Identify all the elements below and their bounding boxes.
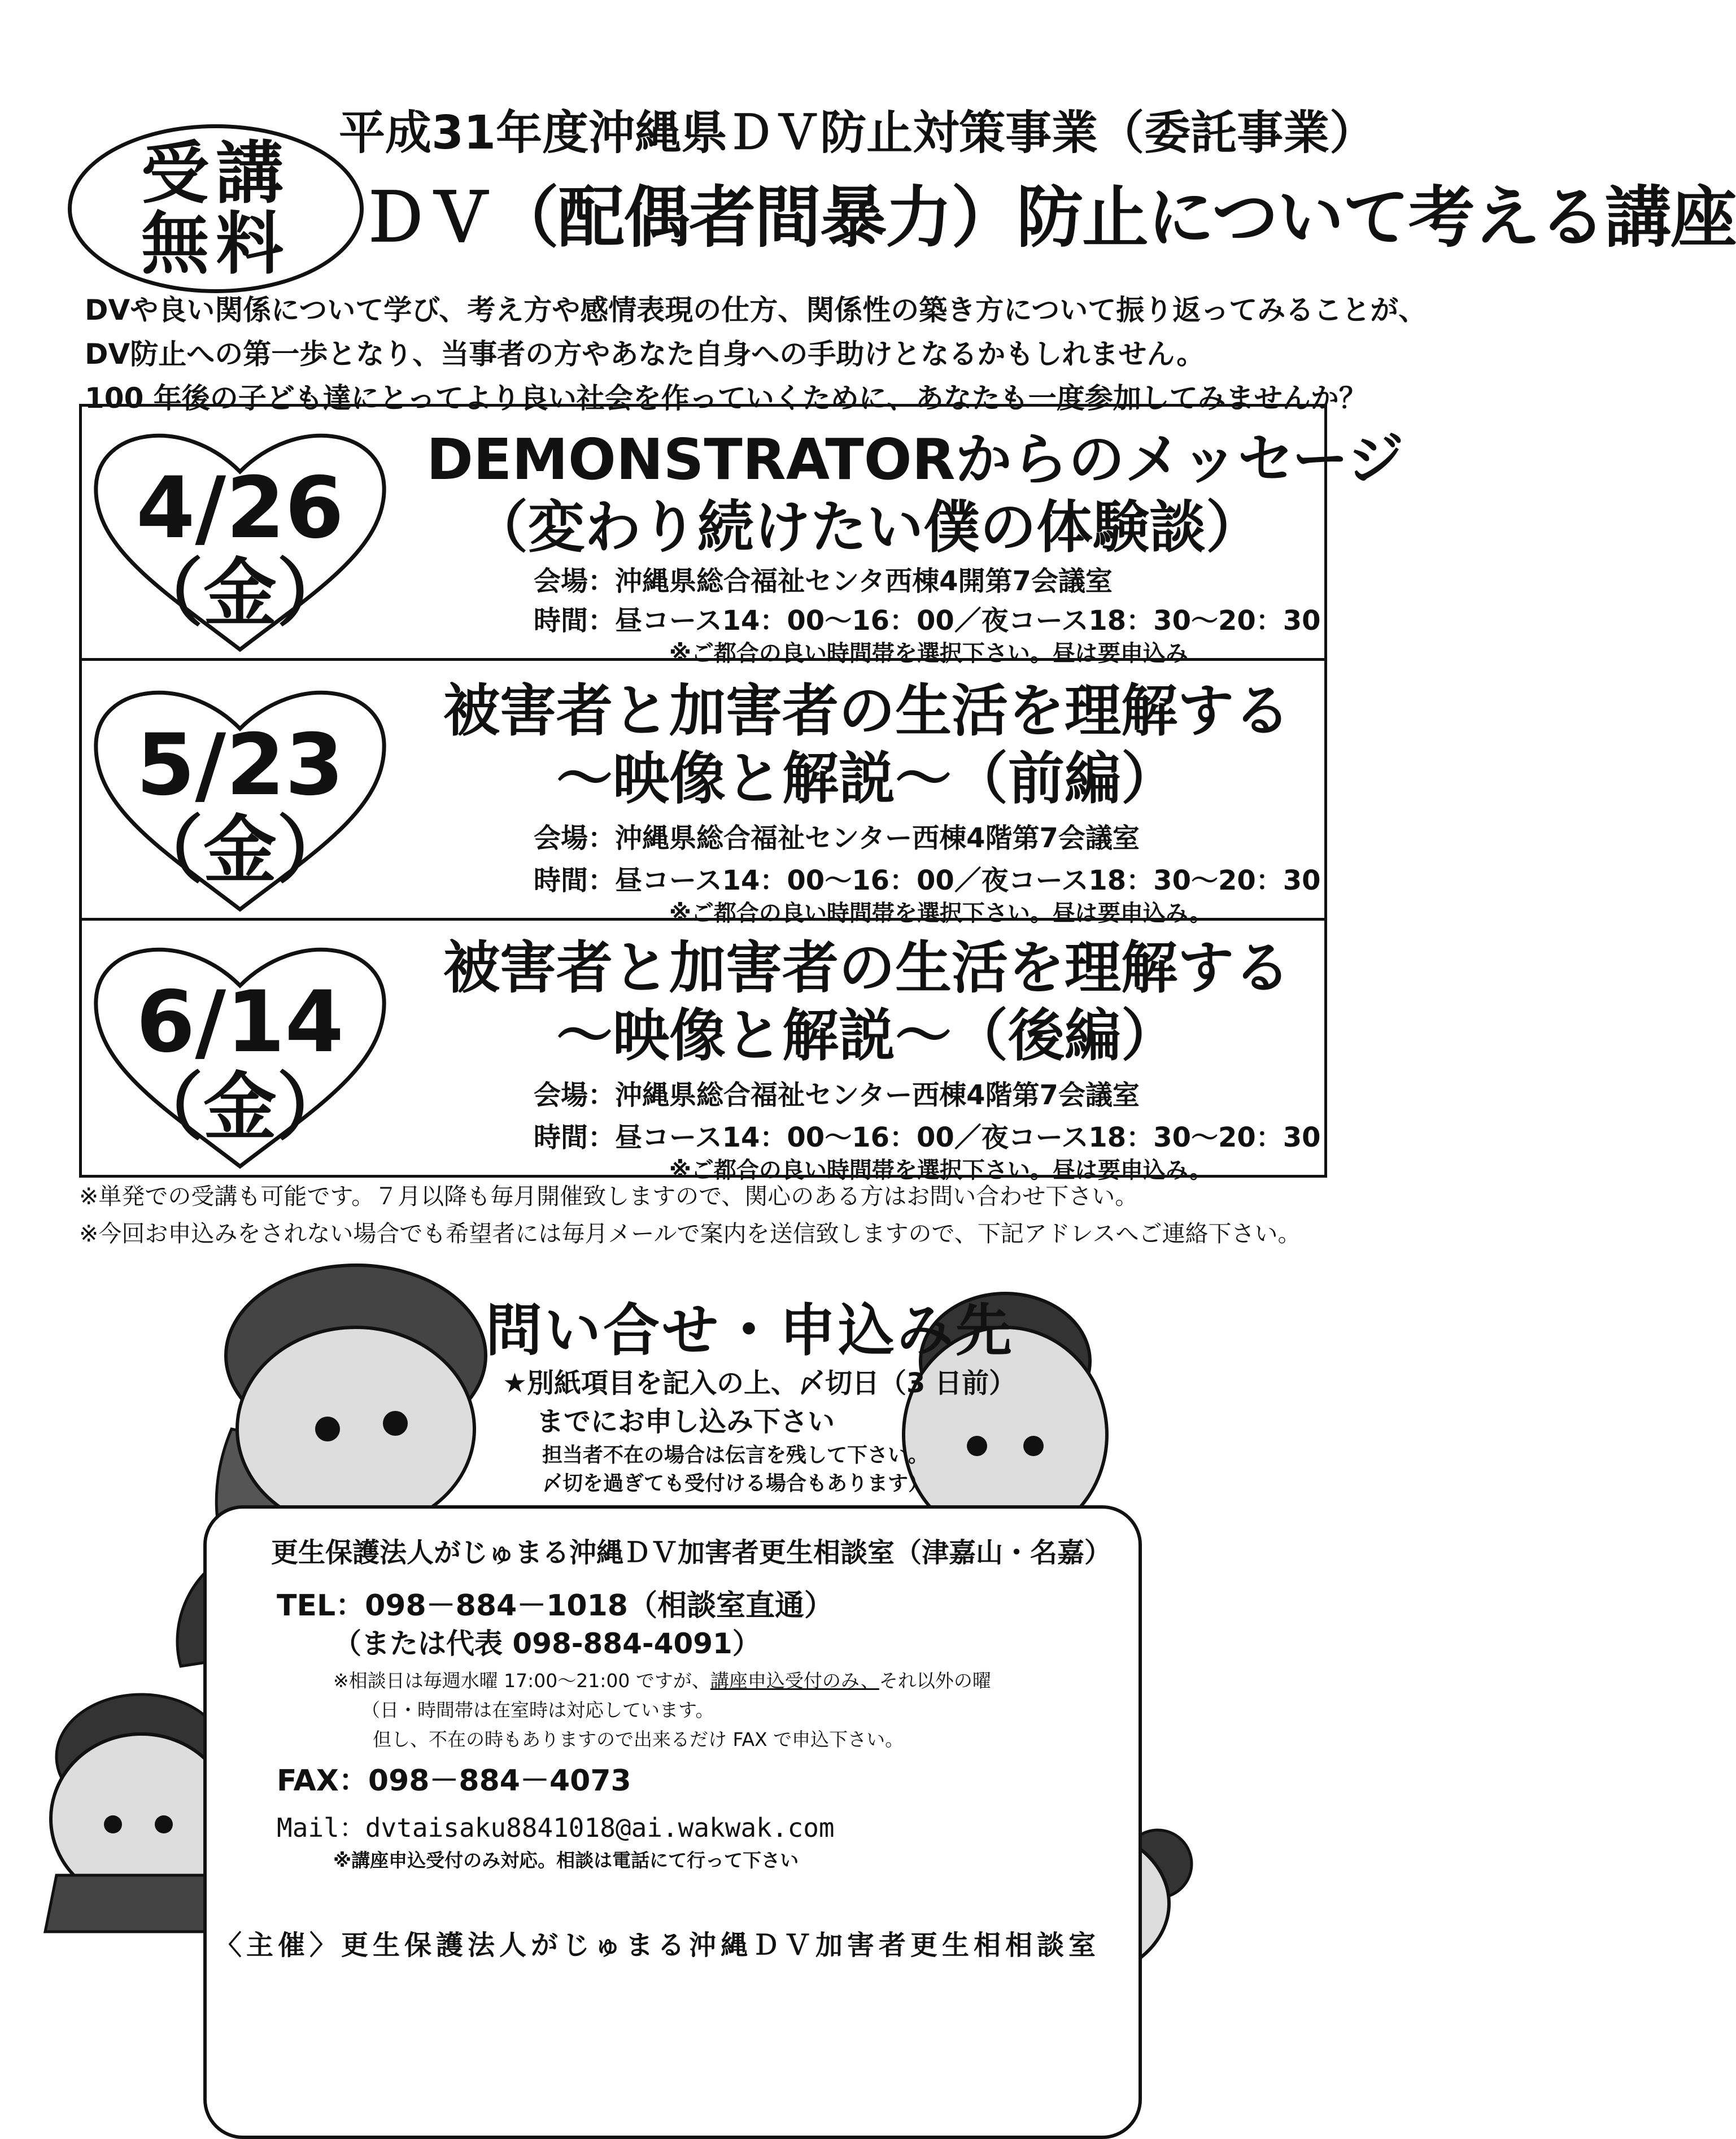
phone-number[interactable]: TEL：098－884－1018（相談室直通） xyxy=(277,1589,834,1623)
session-time: 時間：昼コース14：00～16：00／夜コース18：30～20：30 xyxy=(534,1122,1321,1153)
phone-number-main[interactable]: （または代表 098-884-4091） xyxy=(333,1627,761,1660)
session-title-line1: 被害者と加害者の生活を理解する xyxy=(443,678,1290,744)
session-title-line2: ～映像と解説～（後編） xyxy=(556,1003,1177,1069)
consult-note1-post: それ以外の曜 xyxy=(879,1670,991,1692)
session-date xyxy=(82,459,398,636)
contact-line2: までにお申し込み下さい xyxy=(536,1406,835,1437)
intro-line1: DVや良い関係について学び、考え方や感情表現の仕方、関係性の築き方について振り返ってみることが、 xyxy=(85,294,1427,326)
note-line1: ※単発での受講も可能です。７月以降も毎月開催致しますので、関心のある方はお問い合わせ下さい。 xyxy=(79,1183,1139,1210)
note-line2: ※今回お申込みをされない場合でも希望者には毎月メールで案内を送信致しますので、下記アドレスへご連絡下さい。 xyxy=(79,1220,1301,1247)
consult-note2: （日・時間帯は在室時は対応しています。 xyxy=(361,1699,714,1721)
email-note: ※講座申込受付のみ対応。相談は電話にて行って下さい xyxy=(333,1849,799,1871)
consult-note1 xyxy=(333,1666,991,1693)
session-title-line1: 被害者と加害者の生活を理解する xyxy=(443,935,1290,1001)
organization-name: 更生保護法人がじゅまる沖縄ＤＶ加害者更生相談室（津嘉山・名嘉） xyxy=(271,1537,1112,1569)
pretitle: 平成31年度沖縄県ＤＶ防止対策事業（委託事業） xyxy=(339,106,1376,160)
session-time: 時間：昼コース14：00～16：00／夜コース18：30～20：30 xyxy=(534,605,1321,637)
date-weekday: （金） xyxy=(129,550,350,636)
organizer-footer: 〈主催〉更生保護法人がじゅまる沖縄ＤＶ加害者更生相相談室 xyxy=(215,1929,1101,1961)
fax-number[interactable]: FAX：098－884－4073 xyxy=(277,1764,631,1798)
session-title-line2: （変わり続けたい僕の体験談） xyxy=(472,494,1262,560)
contact-line1: ★別紙項目を記入の上、〆切日（3 日前） xyxy=(503,1367,1017,1399)
intro-line2: DV防止への第一歩となり、当事者の方やあなた自身への手助けとなるかもしれません。 xyxy=(85,338,1205,371)
session-note: ※ご都合の良い時間帯を選択下さい。昼は要申込み。 xyxy=(669,900,1212,926)
intro-line3: 100 年後の子ども達にとってより良い社会を作っていくために、あなたも一度参加してみませんか？ xyxy=(85,382,1367,415)
session-2 xyxy=(79,658,1327,926)
consult-note1-underline: 講座申込受付のみ、 xyxy=(710,1670,879,1692)
session-1 xyxy=(79,404,1404,666)
email-address[interactable]: Mail：dvtaisaku8841018@ai.wakwak.com xyxy=(277,1813,835,1843)
notes xyxy=(79,1178,1350,1252)
badge-line2: 無料 xyxy=(141,204,290,284)
free-badge xyxy=(68,124,364,293)
consult-note3: 但し、不在の時もありますので出来るだけ FAX で申込下さい。 xyxy=(373,1728,904,1750)
session-note: ※ご都合の良い時間帯を選択下さい。昼は要申込み。 xyxy=(669,1157,1212,1183)
page-title: ＤＶ（配偶者間暴力）防止について考える講座 xyxy=(361,178,1736,256)
session-3 xyxy=(79,918,1327,1183)
date-weekday: （金） xyxy=(129,807,350,893)
session-title-line1: DEMONSTRATORからのメッセージ xyxy=(426,426,1404,493)
date-value: 6/14 xyxy=(136,973,344,1071)
session-time: 時間：昼コース14：00～16：00／夜コース18：30～20：30 xyxy=(534,865,1321,896)
session-venue: 会場：沖縄県総合福祉センター西棟4階第7会議室 xyxy=(534,1079,1140,1111)
date-value: 5/23 xyxy=(136,716,344,814)
badge-line1: 受講 xyxy=(141,134,290,213)
session-date xyxy=(82,716,398,893)
contact-line4: 〆切を過ぎても受付ける場合もあります） xyxy=(542,1472,929,1495)
session-date xyxy=(82,973,398,1150)
session-note: ※ご都合の良い時間帯を選択下さい。昼は要申込み xyxy=(669,641,1188,666)
contact-title: 問い合せ・申込み先 xyxy=(486,1297,1014,1363)
session-venue: 会場：沖縄県総合福祉センター西棟4階第7会議室 xyxy=(534,822,1140,854)
date-value: 4/26 xyxy=(136,459,344,557)
session-venue: 会場：沖縄県総合福祉センタ西棟4開第7会議室 xyxy=(534,565,1113,597)
contact-line3: 担当者不在の場合は伝言を残して下さい。 xyxy=(542,1444,929,1467)
consult-note1-pre: ※相談日は毎週水曜 17:00～21:00 ですが、 xyxy=(333,1670,710,1692)
session-title-line2: ～映像と解説～（前編） xyxy=(556,746,1177,812)
date-weekday: （金） xyxy=(129,1064,350,1150)
intro-text xyxy=(85,288,1427,420)
